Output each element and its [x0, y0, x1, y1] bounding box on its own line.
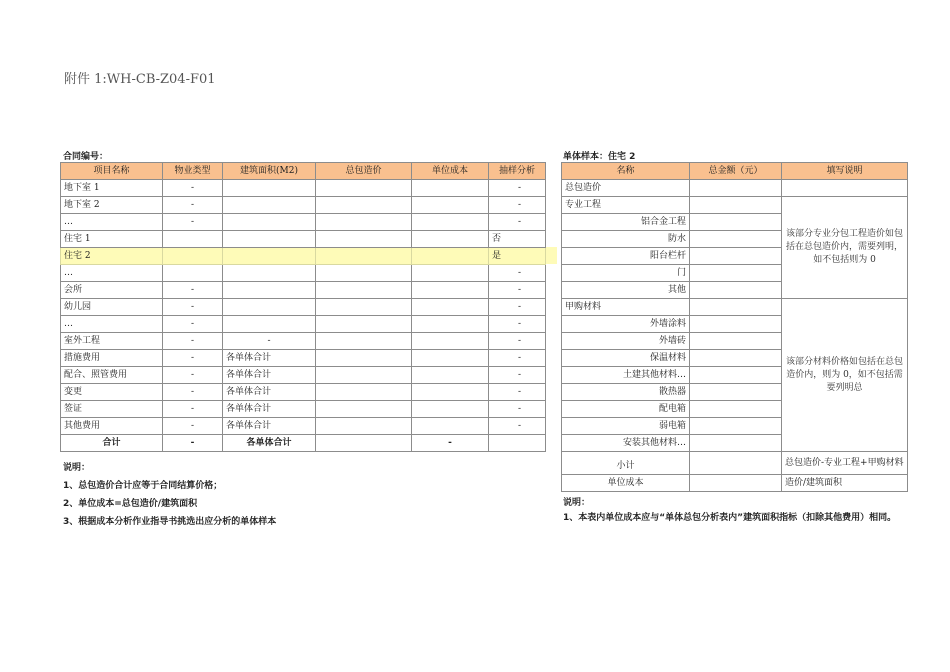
table-cell	[412, 214, 489, 231]
table-row	[61, 197, 546, 214]
table-cell	[316, 265, 412, 282]
table-cell: -	[489, 316, 546, 333]
amount-cell	[690, 316, 782, 333]
table-cell: -	[489, 350, 546, 367]
table-cell	[412, 333, 489, 350]
table-cell: 是	[489, 248, 546, 265]
row-name: 配电箱	[562, 401, 690, 418]
table-cell: 变更	[61, 384, 163, 401]
sample-unit-label: 单体样本：住宅 2	[563, 152, 636, 162]
table-cell: -	[489, 214, 546, 231]
table-row	[61, 418, 546, 435]
table-row	[61, 350, 546, 367]
table-cell: …	[61, 265, 163, 282]
table-cell	[316, 231, 412, 248]
table-cell	[223, 282, 316, 299]
table-cell: 措施费用	[61, 350, 163, 367]
table-cell	[223, 265, 316, 282]
col-header-name: 名称	[562, 163, 690, 180]
amount-cell	[690, 333, 782, 350]
table-cell	[223, 180, 316, 197]
table-cell: -	[489, 282, 546, 299]
table-cell	[223, 316, 316, 333]
table-cell: …	[61, 214, 163, 231]
table-cell: 签证	[61, 401, 163, 418]
table-cell: 合计	[61, 435, 163, 452]
note-purchased-materials: 该部分材料价格如包括在总包造价内，则为 0，如不包括需要列明总	[782, 299, 908, 452]
contract-summary-table	[60, 162, 546, 452]
table-cell: -	[163, 367, 223, 384]
table-cell	[163, 231, 223, 248]
row-name: 外墙涂料	[562, 316, 690, 333]
table-cell: -	[163, 197, 223, 214]
table-cell	[316, 418, 412, 435]
table-cell	[412, 231, 489, 248]
sample-unit-table	[561, 162, 908, 492]
table-cell	[412, 316, 489, 333]
amount-cell	[690, 418, 782, 435]
table-cell	[316, 248, 412, 265]
row-name: 散热器	[562, 384, 690, 401]
amount-cell	[690, 435, 782, 452]
table-cell	[412, 401, 489, 418]
table-row	[61, 248, 546, 265]
table-cell: 会所	[61, 282, 163, 299]
table-row	[61, 401, 546, 418]
table-row	[61, 333, 546, 350]
table-cell	[412, 350, 489, 367]
note-line: 1、本表内单位成本应与“单体总包分析表内”建筑面积指标（扣除其他费用）相同。	[563, 513, 897, 523]
table-cell	[412, 367, 489, 384]
table-cell	[489, 435, 546, 452]
document-title: 附件 1:WH-CB-Z04-F01	[64, 72, 216, 87]
note-unit-cost: 造价/建筑面积	[782, 475, 908, 492]
col-header-fill-instructions: 填写说明	[782, 163, 908, 180]
table-cell	[223, 197, 316, 214]
table-cell: …	[61, 316, 163, 333]
table-cell: -	[163, 180, 223, 197]
table-cell: -	[489, 197, 546, 214]
table-cell: -	[163, 333, 223, 350]
row-name: 小计	[562, 452, 690, 475]
row-name: 安装其他材料…	[562, 435, 690, 452]
table-cell	[316, 299, 412, 316]
amount-cell	[690, 214, 782, 231]
col-header-total-amount: 总金额（元）	[690, 163, 782, 180]
table-row	[61, 214, 546, 231]
table-row	[562, 180, 908, 197]
amount-cell	[690, 384, 782, 401]
table-cell: 配合、照管费用	[61, 367, 163, 384]
table-cell: -	[489, 180, 546, 197]
table-cell: -	[489, 418, 546, 435]
table-cell	[412, 180, 489, 197]
row-name: 防水	[562, 231, 690, 248]
row-name: 专业工程	[562, 197, 690, 214]
table-cell	[223, 214, 316, 231]
table-cell: 室外工程	[61, 333, 163, 350]
col-header-property-type: 物业类型	[163, 163, 223, 180]
notes-title: 说明：	[563, 498, 591, 508]
amount-cell	[690, 282, 782, 299]
table-row	[61, 265, 546, 282]
table-row	[562, 452, 908, 475]
row-name: 阳台栏杆	[562, 248, 690, 265]
table-cell	[223, 299, 316, 316]
table-row	[61, 180, 546, 197]
row-name: 甲购材料	[562, 299, 690, 316]
table-cell: -	[163, 435, 223, 452]
left-notes	[63, 459, 276, 531]
col-header-unit-cost: 单位成本	[412, 163, 489, 180]
table-cell: -	[412, 435, 489, 452]
note-line: 2、单位成本=总包造价/建筑面积	[63, 499, 198, 509]
amount-cell	[690, 180, 782, 197]
table-cell: -	[163, 282, 223, 299]
table-cell: 各单体合计	[223, 384, 316, 401]
table-header-row	[61, 163, 546, 180]
table-header-row	[562, 163, 908, 180]
table-cell	[316, 350, 412, 367]
amount-cell	[690, 367, 782, 384]
amount-cell	[690, 350, 782, 367]
table-cell	[412, 418, 489, 435]
highlight-extension	[545, 247, 557, 264]
table-cell	[316, 401, 412, 418]
table-cell: 其他费用	[61, 418, 163, 435]
note-line: 3、根据成本分析作业指导书挑选出应分析的单体样本	[63, 517, 277, 527]
row-name: 门	[562, 265, 690, 282]
table-row	[61, 316, 546, 333]
table-row	[61, 384, 546, 401]
table-cell: -	[489, 299, 546, 316]
amount-cell	[690, 401, 782, 418]
table-cell: -	[163, 401, 223, 418]
amount-cell	[690, 197, 782, 214]
table-cell	[163, 248, 223, 265]
table-cell: 各单体合计	[223, 367, 316, 384]
table-row	[61, 282, 546, 299]
amount-cell	[690, 248, 782, 265]
table-cell	[316, 316, 412, 333]
amount-cell	[690, 265, 782, 282]
col-header-sampling: 抽样分析	[489, 163, 546, 180]
table-cell: -	[223, 333, 316, 350]
table-cell: 否	[489, 231, 546, 248]
table-cell: 幼儿园	[61, 299, 163, 316]
table-cell: -	[489, 367, 546, 384]
table-cell	[316, 180, 412, 197]
table-cell: -	[489, 384, 546, 401]
table-cell	[316, 333, 412, 350]
table-cell	[412, 384, 489, 401]
note-professional-works: 该部分专业分包工程造价如包括在总包造价内，需要列明，如不包括则为 0	[782, 197, 908, 299]
row-name: 铝合金工程	[562, 214, 690, 231]
table-row	[61, 367, 546, 384]
table-cell: 地下室 1	[61, 180, 163, 197]
amount-cell	[690, 475, 782, 492]
table-row	[61, 231, 546, 248]
amount-cell	[690, 231, 782, 248]
col-header-item-name: 项目名称	[61, 163, 163, 180]
row-name: 外墙砖	[562, 333, 690, 350]
table-cell: 地下室 2	[61, 197, 163, 214]
row-name: 总包造价	[562, 180, 690, 197]
table-cell: -	[163, 384, 223, 401]
table-row	[562, 299, 908, 316]
table-cell: -	[163, 316, 223, 333]
table-cell: -	[163, 214, 223, 231]
table-row	[562, 475, 908, 492]
table-cell: 各单体合计	[223, 350, 316, 367]
table-cell	[223, 248, 316, 265]
row-name: 其他	[562, 282, 690, 299]
note-line: 1、总包造价合计应等于合同结算价格；	[63, 481, 223, 491]
row-name: 土建其他材料…	[562, 367, 690, 384]
right-notes	[563, 494, 913, 524]
table-cell	[412, 248, 489, 265]
table-cell: -	[489, 401, 546, 418]
row-name: 弱电箱	[562, 418, 690, 435]
table-cell	[316, 214, 412, 231]
row-name: 保温材料	[562, 350, 690, 367]
table-cell: -	[489, 265, 546, 282]
table-cell	[316, 367, 412, 384]
col-header-floor-area: 建筑面积(M2)	[223, 163, 316, 180]
table-row	[61, 435, 546, 452]
table-cell: 住宅 1	[61, 231, 163, 248]
amount-cell	[690, 299, 782, 316]
table-cell	[412, 299, 489, 316]
table-cell: 各单体合计	[223, 401, 316, 418]
table-cell: -	[163, 350, 223, 367]
table-cell: -	[163, 418, 223, 435]
note-subtotal: 总包造价-专业工程+甲购材料	[782, 452, 908, 475]
table-cell	[223, 231, 316, 248]
table-cell	[316, 384, 412, 401]
table-row	[562, 197, 908, 214]
contract-number-label: 合同编号：	[63, 152, 109, 162]
table-cell: 各单体合计	[223, 418, 316, 435]
table-cell	[412, 282, 489, 299]
table-cell: 住宅 2	[61, 248, 163, 265]
table-row	[61, 299, 546, 316]
table-cell	[412, 265, 489, 282]
table-cell	[163, 265, 223, 282]
table-cell	[412, 197, 489, 214]
amount-cell	[690, 452, 782, 475]
notes-title: 说明：	[63, 463, 91, 473]
table-cell	[316, 435, 412, 452]
table-cell: -	[163, 299, 223, 316]
table-cell	[316, 282, 412, 299]
table-cell	[316, 197, 412, 214]
note-cell	[782, 180, 908, 197]
table-cell: 各单体合计	[223, 435, 316, 452]
col-header-total-cost: 总包造价	[316, 163, 412, 180]
row-name: 单位成本	[562, 475, 690, 492]
table-cell: -	[489, 333, 546, 350]
